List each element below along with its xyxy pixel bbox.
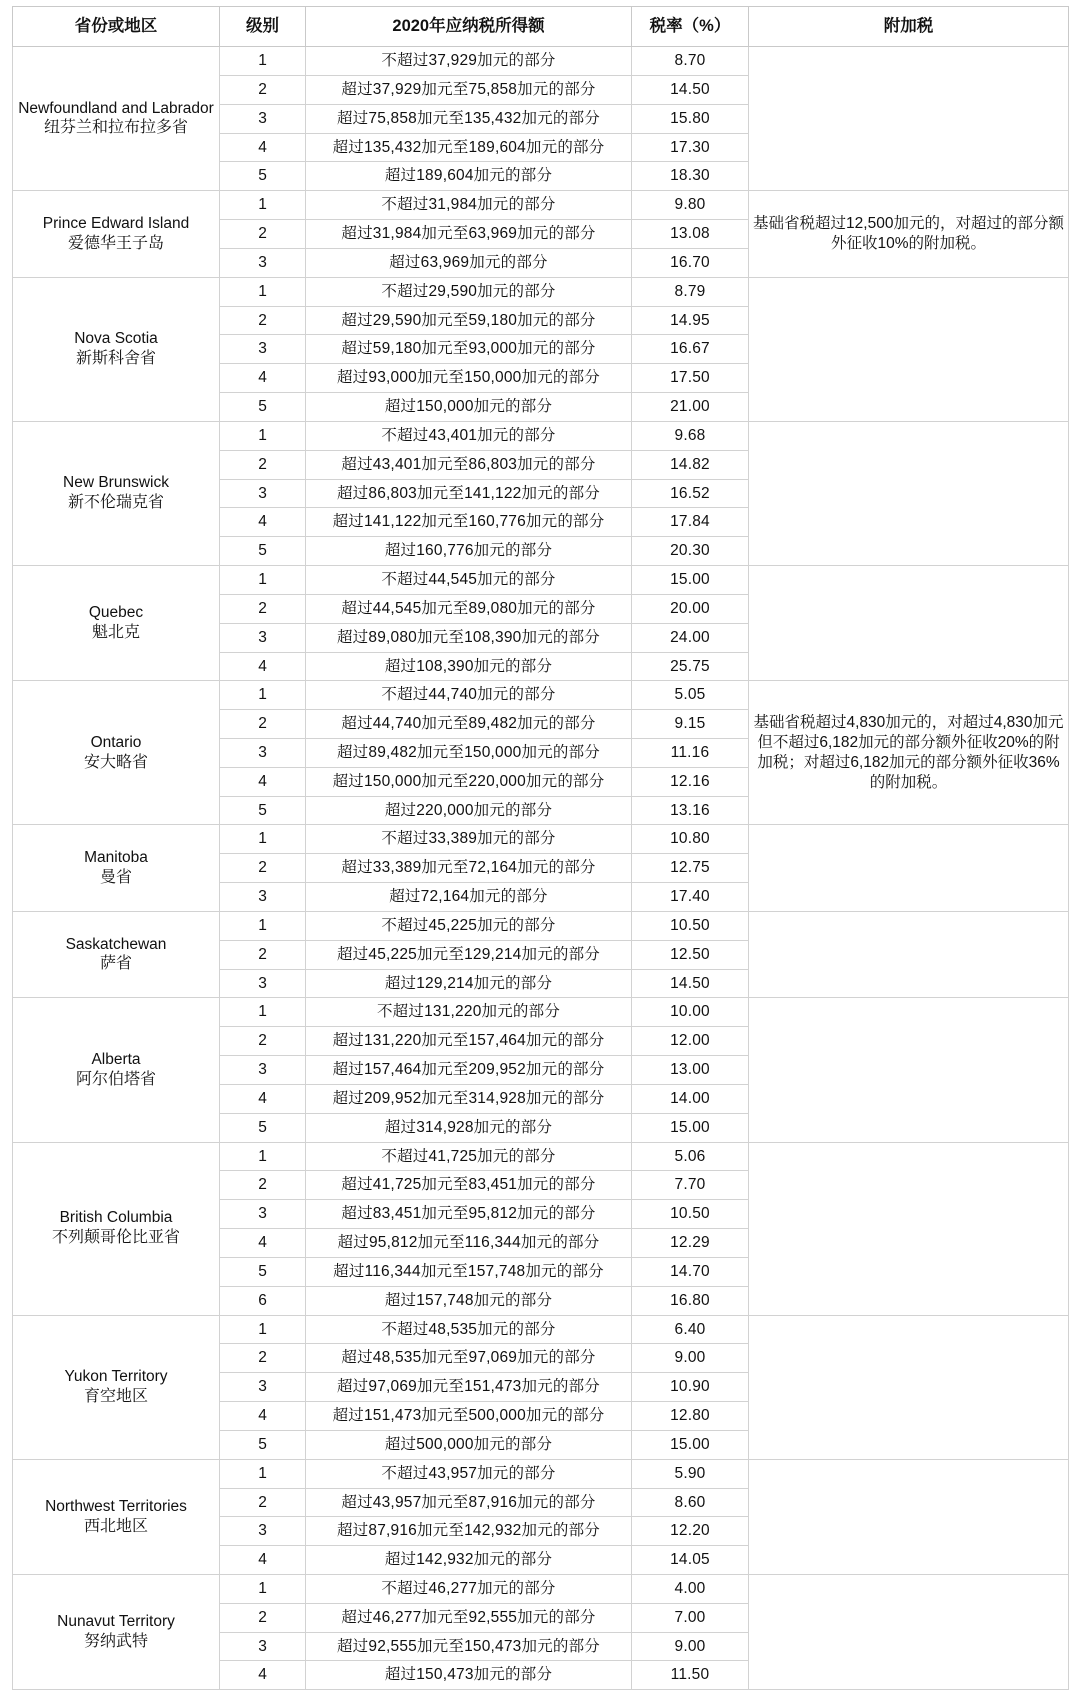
province-cell: [13, 191, 220, 277]
province-name-en: British Columbia: [59, 1209, 173, 1227]
tax-rate-cell: 20.30: [632, 537, 749, 566]
taxable-income-cell: 超过189,604加元的部分: [306, 162, 632, 191]
tax-rate-cell: 15.00: [632, 1430, 749, 1459]
tax-rate-cell: 12.16: [632, 767, 749, 796]
province-cell: [13, 1459, 220, 1574]
province-name-en: Saskatchewan: [65, 935, 167, 953]
bracket-level-cell: 4: [220, 1084, 306, 1113]
taxable-income-cell: 超过108,390加元的部分: [306, 652, 632, 681]
taxable-income-cell: 超过72,164加元的部分: [306, 883, 632, 912]
bracket-level-cell: 2: [220, 450, 306, 479]
table-row: [13, 825, 1069, 854]
table-body: [13, 47, 1069, 1690]
taxable-income-cell: 超过157,748加元的部分: [306, 1286, 632, 1315]
tax-rate-cell: 4.00: [632, 1575, 749, 1604]
taxable-income-cell: 不超过37,929加元的部分: [306, 47, 632, 76]
table-row: [13, 911, 1069, 940]
tax-rate-cell: 17.30: [632, 133, 749, 162]
tax-rate-cell: 13.16: [632, 796, 749, 825]
tax-rate-cell: 6.40: [632, 1315, 749, 1344]
tax-rate-cell: 10.80: [632, 825, 749, 854]
taxable-income-cell: 超过150,473加元的部分: [306, 1661, 632, 1690]
taxable-income-cell: 超过87,916加元至142,932加元的部分: [306, 1517, 632, 1546]
province-name-en: Ontario: [90, 733, 142, 751]
taxable-income-cell: 超过93,000加元至150,000加元的部分: [306, 364, 632, 393]
province-name-en: Manitoba: [84, 849, 148, 867]
taxable-income-cell: 超过220,000加元的部分: [306, 796, 632, 825]
bracket-level-cell: 2: [220, 306, 306, 335]
tax-rate-cell: 16.67: [632, 335, 749, 364]
province-name-en: Alberta: [91, 1050, 141, 1068]
taxable-income-cell: 超过142,932加元的部分: [306, 1546, 632, 1575]
province-cell: [13, 1142, 220, 1315]
table-header: [13, 7, 1069, 47]
bracket-level-cell: 4: [220, 1546, 306, 1575]
province-cell: [13, 566, 220, 681]
taxable-income-cell: 超过43,401加元至86,803加元的部分: [306, 450, 632, 479]
taxable-income-cell: 超过37,929加元至75,858加元的部分: [306, 75, 632, 104]
taxable-income-cell: 超过92,555加元至150,473加元的部分: [306, 1632, 632, 1661]
taxable-income-cell: 不超过31,984加元的部分: [306, 191, 632, 220]
taxable-income-cell: 超过83,451加元至95,812加元的部分: [306, 1200, 632, 1229]
bracket-level-cell: 2: [220, 1027, 306, 1056]
bracket-level-cell: 2: [220, 75, 306, 104]
table-row: [13, 191, 1069, 220]
tax-rate-cell: 13.08: [632, 220, 749, 249]
bracket-level-cell: 4: [220, 508, 306, 537]
bracket-level-cell: 3: [220, 248, 306, 277]
taxable-income-cell: 超过160,776加元的部分: [306, 537, 632, 566]
taxable-income-cell: 超过59,180加元至93,000加元的部分: [306, 335, 632, 364]
bracket-level-cell: 3: [220, 1056, 306, 1085]
taxable-income-cell: 超过46,277加元至92,555加元的部分: [306, 1603, 632, 1632]
province-name-en: Newfoundland and Labrador: [18, 99, 214, 117]
taxable-income-cell: 超过89,482加元至150,000加元的部分: [306, 738, 632, 767]
taxable-income-cell: 超过150,000加元至220,000加元的部分: [306, 767, 632, 796]
taxable-income-cell: 超过41,725加元至83,451加元的部分: [306, 1171, 632, 1200]
tax-rate-cell: 14.82: [632, 450, 749, 479]
bracket-level-cell: 1: [220, 566, 306, 595]
tax-rate-cell: 12.75: [632, 854, 749, 883]
tax-rate-cell: 9.15: [632, 710, 749, 739]
bracket-level-cell: 5: [220, 1430, 306, 1459]
tax-rate-cell: 8.70: [632, 47, 749, 76]
taxable-income-cell: 不超过45,225加元的部分: [306, 911, 632, 940]
bracket-level-cell: 1: [220, 998, 306, 1027]
tax-rate-cell: 16.52: [632, 479, 749, 508]
province-name-zh: 阿尔伯塔省: [75, 1070, 156, 1088]
tax-rate-cell: 18.30: [632, 162, 749, 191]
tax-rate-cell: 12.20: [632, 1517, 749, 1546]
bracket-level-cell: 4: [220, 133, 306, 162]
bracket-level-cell: 3: [220, 738, 306, 767]
tax-rate-cell: 5.90: [632, 1459, 749, 1488]
bracket-level-cell: 4: [220, 364, 306, 393]
taxable-income-cell: 不超过44,740加元的部分: [306, 681, 632, 710]
taxable-income-cell: 不超过46,277加元的部分: [306, 1575, 632, 1604]
taxable-income-cell: 不超过33,389加元的部分: [306, 825, 632, 854]
taxable-income-cell: 超过89,080加元至108,390加元的部分: [306, 623, 632, 652]
bracket-level-cell: 2: [220, 940, 306, 969]
bracket-level-cell: 4: [220, 1661, 306, 1690]
tax-rate-cell: 10.50: [632, 1200, 749, 1229]
taxable-income-cell: 超过141,122加元至160,776加元的部分: [306, 508, 632, 537]
taxable-income-cell: 不超过131,220加元的部分: [306, 998, 632, 1027]
bracket-level-cell: 2: [220, 854, 306, 883]
taxable-income-cell: 超过209,952加元至314,928加元的部分: [306, 1084, 632, 1113]
surtax-cell: [749, 1315, 1069, 1459]
province-name-zh: 不列颠哥伦比亚省: [51, 1229, 180, 1247]
tax-rate-cell: 8.79: [632, 277, 749, 306]
province-name-en: Yukon Territory: [64, 1367, 168, 1385]
bracket-level-cell: 4: [220, 1229, 306, 1258]
taxable-income-cell: 不超过48,535加元的部分: [306, 1315, 632, 1344]
taxable-income-cell: 超过150,000加元的部分: [306, 393, 632, 422]
tax-rate-cell: 9.68: [632, 421, 749, 450]
bracket-level-cell: 3: [220, 969, 306, 998]
surtax-cell: [749, 566, 1069, 681]
bracket-level-cell: 4: [220, 652, 306, 681]
bracket-level-cell: 5: [220, 393, 306, 422]
province-name-zh: 育空地区: [83, 1387, 148, 1405]
province-cell: [13, 681, 220, 825]
province-name-zh: 曼省: [99, 868, 132, 886]
tax-rate-cell: 17.84: [632, 508, 749, 537]
bracket-level-cell: 3: [220, 883, 306, 912]
tax-rate-cell: 15.00: [632, 1113, 749, 1142]
bracket-level-cell: 4: [220, 767, 306, 796]
tax-rate-cell: 20.00: [632, 594, 749, 623]
taxable-income-cell: 超过29,590加元至59,180加元的部分: [306, 306, 632, 335]
tax-rate-cell: 10.90: [632, 1373, 749, 1402]
tax-rate-cell: 14.00: [632, 1084, 749, 1113]
taxable-income-cell: 超过63,969加元的部分: [306, 248, 632, 277]
tax-rate-cell: 11.50: [632, 1661, 749, 1690]
tax-rate-cell: 9.00: [632, 1344, 749, 1373]
bracket-level-cell: 5: [220, 537, 306, 566]
bracket-level-cell: 3: [220, 1517, 306, 1546]
tax-rate-cell: 10.00: [632, 998, 749, 1027]
tax-rate-cell: 12.29: [632, 1229, 749, 1258]
bracket-level-cell: 1: [220, 1459, 306, 1488]
tax-rate-cell: 14.50: [632, 75, 749, 104]
bracket-level-cell: 1: [220, 681, 306, 710]
surtax-cell: [749, 911, 1069, 997]
tax-rate-cell: 14.05: [632, 1546, 749, 1575]
tax-rate-cell: 7.70: [632, 1171, 749, 1200]
bracket-level-cell: 5: [220, 1257, 306, 1286]
bracket-level-cell: 3: [220, 1200, 306, 1229]
provincial-tax-rates-table: [12, 6, 1069, 1690]
bracket-level-cell: 3: [220, 335, 306, 364]
surtax-cell: [749, 47, 1069, 191]
taxable-income-cell: 不超过44,545加元的部分: [306, 566, 632, 595]
province-name-en: Quebec: [88, 604, 144, 622]
taxable-income-cell: 不超过43,401加元的部分: [306, 421, 632, 450]
bracket-level-cell: 1: [220, 1575, 306, 1604]
bracket-level-cell: 1: [220, 1142, 306, 1171]
bracket-level-cell: 1: [220, 1315, 306, 1344]
taxable-income-cell: 超过44,545加元至89,080加元的部分: [306, 594, 632, 623]
bracket-level-cell: 1: [220, 277, 306, 306]
bracket-level-cell: 1: [220, 191, 306, 220]
taxable-income-cell: 超过33,389加元至72,164加元的部分: [306, 854, 632, 883]
bracket-level-cell: 1: [220, 825, 306, 854]
tax-rate-cell: 12.50: [632, 940, 749, 969]
bracket-level-cell: 3: [220, 1632, 306, 1661]
province-name-en: New Brunswick: [63, 474, 169, 492]
bracket-level-cell: 6: [220, 1286, 306, 1315]
province-name-zh: 纽芬兰和拉布拉多省: [43, 119, 188, 137]
province-cell: [13, 421, 220, 565]
tax-rate-cell: 8.60: [632, 1488, 749, 1517]
table-row: [13, 1142, 1069, 1171]
taxable-income-cell: 不超过43,957加元的部分: [306, 1459, 632, 1488]
bracket-level-cell: 3: [220, 623, 306, 652]
bracket-level-cell: 3: [220, 479, 306, 508]
tax-rate-cell: 14.50: [632, 969, 749, 998]
column-header-level: 级别: [220, 7, 306, 47]
taxable-income-cell: 超过135,432加元至189,604加元的部分: [306, 133, 632, 162]
table-row: [13, 681, 1069, 710]
taxable-income-cell: 超过45,225加元至129,214加元的部分: [306, 940, 632, 969]
bracket-level-cell: 2: [220, 1603, 306, 1632]
province-name-zh: 安大略省: [83, 753, 148, 771]
tax-rate-cell: 15.00: [632, 566, 749, 595]
bracket-level-cell: 2: [220, 1344, 306, 1373]
taxable-income-cell: 超过97,069加元至151,473加元的部分: [306, 1373, 632, 1402]
tax-rate-cell: 16.80: [632, 1286, 749, 1315]
tax-rate-cell: 10.50: [632, 911, 749, 940]
tax-rate-cell: 24.00: [632, 623, 749, 652]
tax-rate-cell: 21.00: [632, 393, 749, 422]
column-header-rate: 税率（%）: [632, 7, 749, 47]
surtax-cell: [749, 1142, 1069, 1315]
taxable-income-cell: 超过129,214加元的部分: [306, 969, 632, 998]
taxable-income-cell: 不超过29,590加元的部分: [306, 277, 632, 306]
taxable-income-cell: 超过48,535加元至97,069加元的部分: [306, 1344, 632, 1373]
surtax-cell: 基础省税超过12,500加元的，对超过的部分额外征收10%的附加税。: [749, 191, 1069, 277]
taxable-income-cell: 超过44,740加元至89,482加元的部分: [306, 710, 632, 739]
surtax-cell: [749, 277, 1069, 421]
taxable-income-cell: 超过75,858加元至135,432加元的部分: [306, 104, 632, 133]
bracket-level-cell: 2: [220, 220, 306, 249]
bracket-level-cell: 3: [220, 104, 306, 133]
tax-rate-cell: 5.06: [632, 1142, 749, 1171]
tax-rate-cell: 17.50: [632, 364, 749, 393]
province-cell: [13, 1575, 220, 1690]
tax-rate-cell: 15.80: [632, 104, 749, 133]
province-name-en: Nunavut Territory: [57, 1613, 175, 1630]
surtax-cell: [749, 1575, 1069, 1690]
tax-rate-cell: 25.75: [632, 652, 749, 681]
province-name-zh: 萨省: [99, 955, 132, 973]
tax-rate-cell: 13.00: [632, 1056, 749, 1085]
taxable-income-cell: 超过43,957加元至87,916加元的部分: [306, 1488, 632, 1517]
taxable-income-cell: 超过116,344加元至157,748加元的部分: [306, 1257, 632, 1286]
province-name-zh: 新斯科舍省: [75, 349, 156, 367]
bracket-level-cell: 5: [220, 796, 306, 825]
surtax-cell: [749, 825, 1069, 911]
table-row: [13, 998, 1069, 1027]
table-row: [13, 47, 1069, 76]
province-cell: [13, 1315, 220, 1459]
province-cell: [13, 277, 220, 421]
tax-rate-cell: 12.00: [632, 1027, 749, 1056]
table-row: [13, 566, 1069, 595]
province-name-zh: 魁北克: [91, 623, 140, 641]
column-header-income: 2020年应纳税所得额: [306, 7, 632, 47]
tax-rate-cell: 17.40: [632, 883, 749, 912]
taxable-income-cell: 超过157,464加元至209,952加元的部分: [306, 1056, 632, 1085]
bracket-level-cell: 5: [220, 1113, 306, 1142]
bracket-level-cell: 1: [220, 911, 306, 940]
table-row: [13, 1315, 1069, 1344]
tax-rate-cell: 11.16: [632, 738, 749, 767]
bracket-level-cell: 2: [220, 1488, 306, 1517]
table-row: [13, 421, 1069, 450]
taxable-income-cell: 超过131,220加元至157,464加元的部分: [306, 1027, 632, 1056]
province-name-en: Northwest Territories: [45, 1497, 187, 1515]
province-cell: [13, 825, 220, 911]
province-cell: [13, 47, 220, 191]
province-name-en: Prince Edward Island: [42, 214, 190, 232]
province-name-en: Nova Scotia: [74, 330, 158, 348]
column-header-province: 省份或地区: [13, 7, 220, 47]
tax-rate-cell: 14.95: [632, 306, 749, 335]
surtax-cell: [749, 998, 1069, 1142]
taxable-income-cell: 超过151,473加元至500,000加元的部分: [306, 1402, 632, 1431]
province-cell: [13, 998, 220, 1142]
surtax-cell: [749, 1459, 1069, 1574]
taxable-income-cell: 超过500,000加元的部分: [306, 1430, 632, 1459]
bracket-level-cell: 1: [220, 421, 306, 450]
table-header-row: [13, 7, 1069, 47]
tax-rate-cell: 5.05: [632, 681, 749, 710]
column-header-surtax: 附加税: [749, 7, 1069, 47]
taxable-income-cell: 超过31,984加元至63,969加元的部分: [306, 220, 632, 249]
tax-rate-cell: 16.70: [632, 248, 749, 277]
tax-rate-cell: 9.80: [632, 191, 749, 220]
bracket-level-cell: 2: [220, 594, 306, 623]
bracket-level-cell: 5: [220, 162, 306, 191]
table-row: [13, 1459, 1069, 1488]
tax-rate-cell: 14.70: [632, 1257, 749, 1286]
taxable-income-cell: 超过95,812加元至116,344加元的部分: [306, 1229, 632, 1258]
tax-rate-cell: 12.80: [632, 1402, 749, 1431]
surtax-cell: 基础省税超过4,830加元的，对超过4,830加元但不超过6,182加元的部分额外征收20%的附加税；对超过6,182加元的部分额外征收36%的附加税。: [749, 681, 1069, 825]
bracket-level-cell: 2: [220, 710, 306, 739]
bracket-level-cell: 4: [220, 1402, 306, 1431]
province-name-zh: 爱德华王子岛: [67, 234, 164, 252]
table-row: [13, 1575, 1069, 1604]
province-name-zh: 努纳武特: [83, 1632, 148, 1650]
taxable-income-cell: 不超过41,725加元的部分: [306, 1142, 632, 1171]
taxable-income-cell: 超过314,928加元的部分: [306, 1113, 632, 1142]
bracket-level-cell: 2: [220, 1171, 306, 1200]
province-name-zh: 西北地区: [83, 1517, 148, 1535]
province-name-zh: 新不伦瑞克省: [67, 494, 164, 512]
tax-rate-cell: 9.00: [632, 1632, 749, 1661]
bracket-level-cell: 1: [220, 47, 306, 76]
bracket-level-cell: 3: [220, 1373, 306, 1402]
province-cell: [13, 911, 220, 997]
taxable-income-cell: 超过86,803加元至141,122加元的部分: [306, 479, 632, 508]
tax-rate-cell: 7.00: [632, 1603, 749, 1632]
surtax-cell: [749, 421, 1069, 565]
table-row: [13, 277, 1069, 306]
